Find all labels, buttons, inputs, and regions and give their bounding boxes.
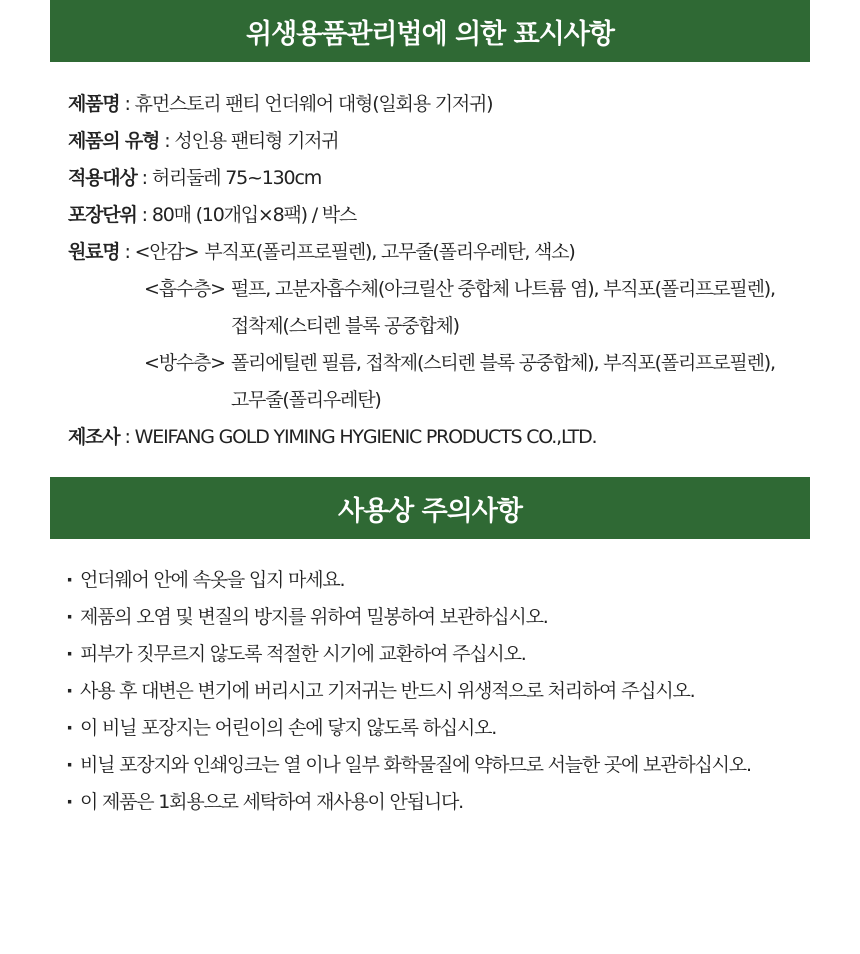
manufacturer-value: WEIFANG GOLD YIMING HYGIENIC PRODUCTS CO.,LTD. xyxy=(134,426,597,448)
bullet-icon: · xyxy=(66,606,73,628)
list-item xyxy=(66,562,806,599)
list-item xyxy=(66,784,806,821)
colon: : xyxy=(141,204,147,226)
colon: : xyxy=(164,130,170,152)
list-item xyxy=(66,599,806,636)
bullet-icon: · xyxy=(66,754,73,776)
list-item xyxy=(66,673,806,710)
target-row xyxy=(68,160,808,197)
product-type-value: 성인용 팬티형 기저귀 xyxy=(174,130,339,152)
label-section-title: 위생용품관리법에 의한 표시사항 xyxy=(50,0,810,62)
material-absorbent xyxy=(144,271,808,345)
material-text-absorbent: 펄프, 고분자흡수체(아크릴산 중합체 나트륨 염), 부직포(폴리프로필렌),접착제(스티렌 블록 공중합체) xyxy=(230,278,775,337)
bullet-icon: · xyxy=(66,643,73,665)
colon: : xyxy=(141,167,147,189)
manufacturer-row xyxy=(68,419,808,456)
bullet-icon: · xyxy=(66,717,73,739)
product-name-value: 휴먼스토리 팬티 언더웨어 대형(일회용 기저귀) xyxy=(134,93,493,115)
caution-note: 언더웨어 안에 속옷을 입지 마세요. xyxy=(80,569,345,591)
caution-section-title: 사용상 주의사항 xyxy=(50,477,810,539)
caution-note: 피부가 짓무르지 않도록 적절한 시기에 교환하여 주십시오. xyxy=(80,643,526,665)
caution-note: 이 비닐 포장지는 어린이의 손에 닿지 않도록 하십시오. xyxy=(80,717,497,739)
colon: : xyxy=(124,93,130,115)
material-tag-waterproof: <방수층> xyxy=(144,352,225,374)
list-item xyxy=(66,710,806,747)
materials-label: 원료명 xyxy=(68,241,120,263)
list-item xyxy=(66,747,806,784)
colon: : xyxy=(124,241,130,263)
caution-list xyxy=(66,562,806,821)
material-tag-lining: <안감> xyxy=(134,241,199,263)
caution-note: 이 제품은 1회용으로 세탁하여 재사용이 안됩니다. xyxy=(80,791,464,813)
bullet-icon: · xyxy=(66,569,73,591)
target-value: 허리둘레 75~130cm xyxy=(151,167,322,189)
material-text-waterproof: 폴리에틸렌 필름, 접착제(스티렌 블록 공중합체), 부직포(폴리프로필렌), 고무줄(폴리우레탄) xyxy=(230,352,775,411)
label-info-block xyxy=(68,86,808,456)
list-item xyxy=(66,636,806,673)
target-label: 적용대상 xyxy=(68,167,137,189)
material-tag-absorbent: <흡수층> xyxy=(144,278,225,300)
bullet-icon: · xyxy=(66,791,73,813)
material-text-lining: 부직포(폴리프로필렌), 고무줄(폴리우레탄, 색소) xyxy=(204,241,575,263)
caution-note: 사용 후 대변은 변기에 버리시고 기저귀는 반드시 위생적으로 처리하여 주십시오. xyxy=(80,680,695,702)
bullet-icon: · xyxy=(66,680,73,702)
packaging-label: 포장단위 xyxy=(68,204,137,226)
material-waterproof xyxy=(144,345,808,419)
manufacturer-label: 제조사 xyxy=(68,426,120,448)
colon: : xyxy=(124,426,130,448)
materials-row xyxy=(68,234,808,271)
product-type-label: 제품의 유형 xyxy=(68,130,160,152)
caution-note: 제품의 오염 및 변질의 방지를 위하여 밀봉하여 보관하십시오. xyxy=(80,606,548,628)
packaging-value: 80매 (10개입×8팩) / 박스 xyxy=(151,204,357,226)
product-type-row xyxy=(68,123,808,160)
product-name-label: 제품명 xyxy=(68,93,120,115)
packaging-row xyxy=(68,197,808,234)
product-name-row xyxy=(68,86,808,123)
caution-note: 비닐 포장지와 인쇄잉크는 열 이나 일부 화학물질에 약하므로 서늘한 곳에 보관하십시오. xyxy=(80,754,751,776)
